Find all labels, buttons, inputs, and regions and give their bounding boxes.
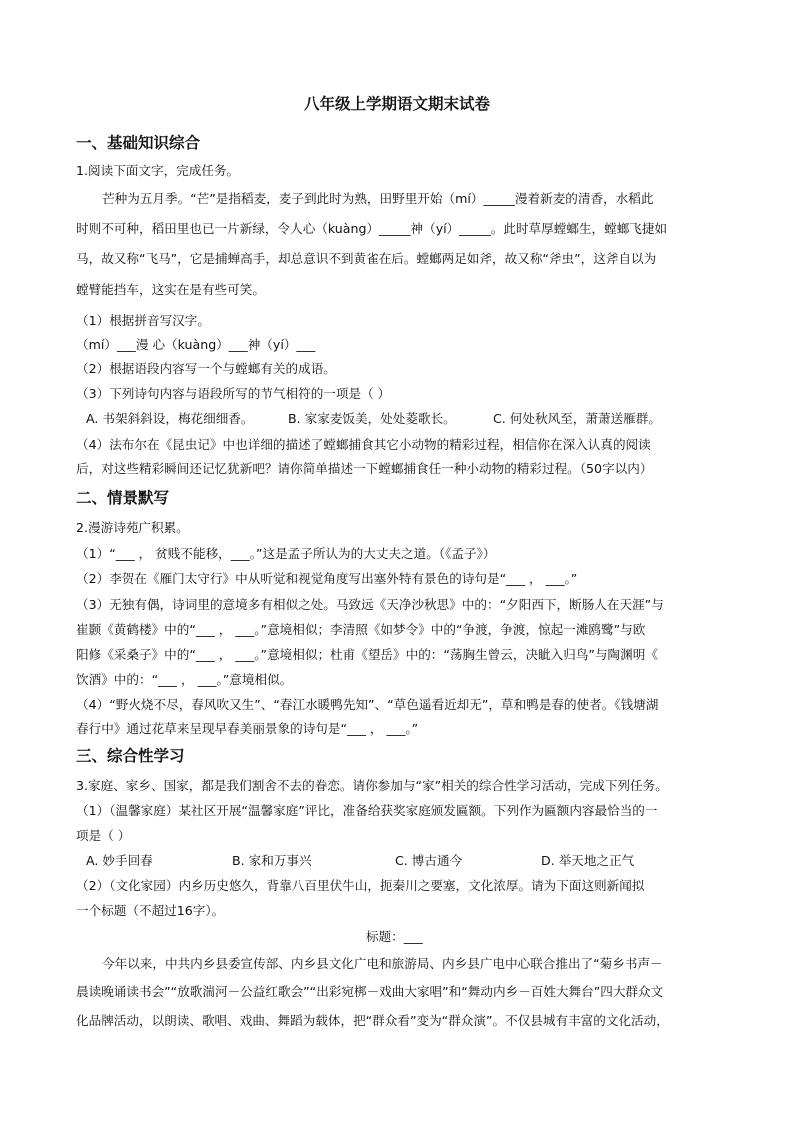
- recite-line: 崔颢《黄鹤楼》中的“___ ， ___。”意境相似；李清照《如梦令》中的“争渡，争渡，惊起一滩鸥鹭”与欧: [76, 622, 646, 637]
- question-1-prompt: 1.阅读下面文字，完成任务。: [76, 163, 240, 178]
- section-heading-2: 二、情景默写: [76, 489, 170, 507]
- plaque-option-b: B. 家和万事兴: [232, 853, 312, 868]
- task-line: （mí）___漫 心（kuàng）___神（yí）___: [76, 337, 316, 352]
- headline-label: 标题：___: [366, 929, 423, 944]
- passage-line: 螳臂能挡车，这实在是有些可笑。: [76, 282, 265, 297]
- question-2-prompt: 2.漫游诗苑广积累。: [76, 520, 189, 535]
- task-line: （1）（温馨家庭）某社区开展“温馨家庭”评比，准备给获奖家庭颁发匾额。下列作为匾额内容最恰当的一: [76, 803, 658, 818]
- recite-line: 春行中》通过花草来呈现早春美丽景象的诗句是“___ ， ___。”: [76, 721, 419, 736]
- news-line: 今年以来，中共内乡县委宣传部、内乡县文化广电和旅游局、内乡县广电中心联合推出了“菊乡书声－: [102, 956, 663, 971]
- q3-option-b: B. 家家麦饭美，处处菱歌长。: [288, 411, 456, 426]
- recite-line: （3）无独有偶，诗词里的意境多有相似之处。马致远《天净沙秋思》中的：“夕阳西下，断肠人在天涯”与: [76, 597, 664, 612]
- task-line: 后，对这些精彩瞬间还记忆犹新吧？请你简单描述一下螳螂捕食任一种小动物的精彩过程。（50字以内）: [76, 461, 653, 476]
- task-line: （2）（文化家园）内乡历史悠久，背靠八百里伏牛山，扼秦川之要塞，文化浓厚。请为下面这则新闻拟: [76, 878, 645, 893]
- task-line: 一个标题（不超过16字）。: [76, 903, 225, 918]
- recite-line: 阳修《采桑子》中的“___ ， ___。”意境相似；杜甫《望岳》中的：“荡胸生曾云，决眦入归鸟”与陶渊明《: [76, 647, 658, 662]
- page-title: 八年级上学期语文期末试卷: [303, 95, 490, 113]
- passage-line: 芒种为五月季。“芒”是指稻麦，麦子到此时为熟，田野里开始（mí）_____漫着新麦的清香，水稻此: [102, 191, 654, 206]
- passage-line: 时则不可种，稻田里也已一片新绿，令人心（kuàng）_____神（yí）_____。此时草厚螳螂生，螳螂飞捷如: [76, 221, 668, 236]
- question-3-prompt: 3.家庭、家乡、国家，都是我们割舍不去的眷恋。请你参加与“家”相关的综合性学习活动，完成下列任务。: [76, 778, 668, 793]
- task-line: （2）根据语段内容写一个与螳螂有关的成语。: [76, 361, 336, 376]
- recite-line: （1）“___ ， 贫贱不能移，___。”这是孟子所认为的大丈夫之道。（《孟子》）: [76, 546, 496, 561]
- task-line: （3）下列诗句内容与语段所写的节气相符的一项是（ ）: [76, 386, 391, 401]
- passage-line: 马，故又称“飞马”，它是捕蝉高手，却总意识不到黄雀在后。螳螂两足如斧，故又称“斧虫”，这斧自以为: [76, 251, 657, 266]
- section-heading-3: 三、综合性学习: [76, 747, 185, 765]
- recite-line: 饮酒》中的：“___ ， ___。”意境相似。: [76, 672, 293, 687]
- q3-option-c: C. 何处秋风至，萧萧送雁群。: [493, 411, 661, 426]
- task-line: 项是（ ）: [76, 828, 131, 843]
- section-heading-1: 一、基础知识综合: [76, 134, 201, 152]
- news-line: 化品牌活动，以朗读、歌唱、戏曲、舞蹈为载体，把“群众看”变为“群众演”。不仅县城有丰富的文化活动，: [76, 1013, 669, 1028]
- news-line: 晨读晚诵读书会”“放歌湍河－公益红歌会”“出彩宛梆－戏曲大家唱”和“舞动内乡－百姓大舞台”四大群众文: [76, 984, 664, 999]
- task-line: （1）根据拼音写汉字。: [76, 313, 210, 328]
- plaque-option-c: C. 博古通今: [395, 853, 463, 868]
- plaque-option-d: D. 举天地之正气: [541, 853, 635, 868]
- task-line: （4）法布尔在《昆虫记》中也详细的描述了螳螂捕食其它小动物的精彩过程，相信你在深入认真的阅读: [76, 437, 651, 452]
- recite-line: （4）“野火烧不尽，春风吹又生”、“春江水暖鸭先知”、“草色遥看近却无”，草和鸭是春的使者。《钱塘湖: [76, 697, 659, 712]
- recite-line: （2）李贺在《雁门太守行》中从听觉和视觉角度写出塞外特有景色的诗句是“___ ， ___。”: [76, 571, 578, 586]
- q3-option-a: A. 书架斜斜设，梅花细细香。: [86, 411, 254, 426]
- plaque-option-a: A. 妙手回春: [86, 853, 153, 868]
